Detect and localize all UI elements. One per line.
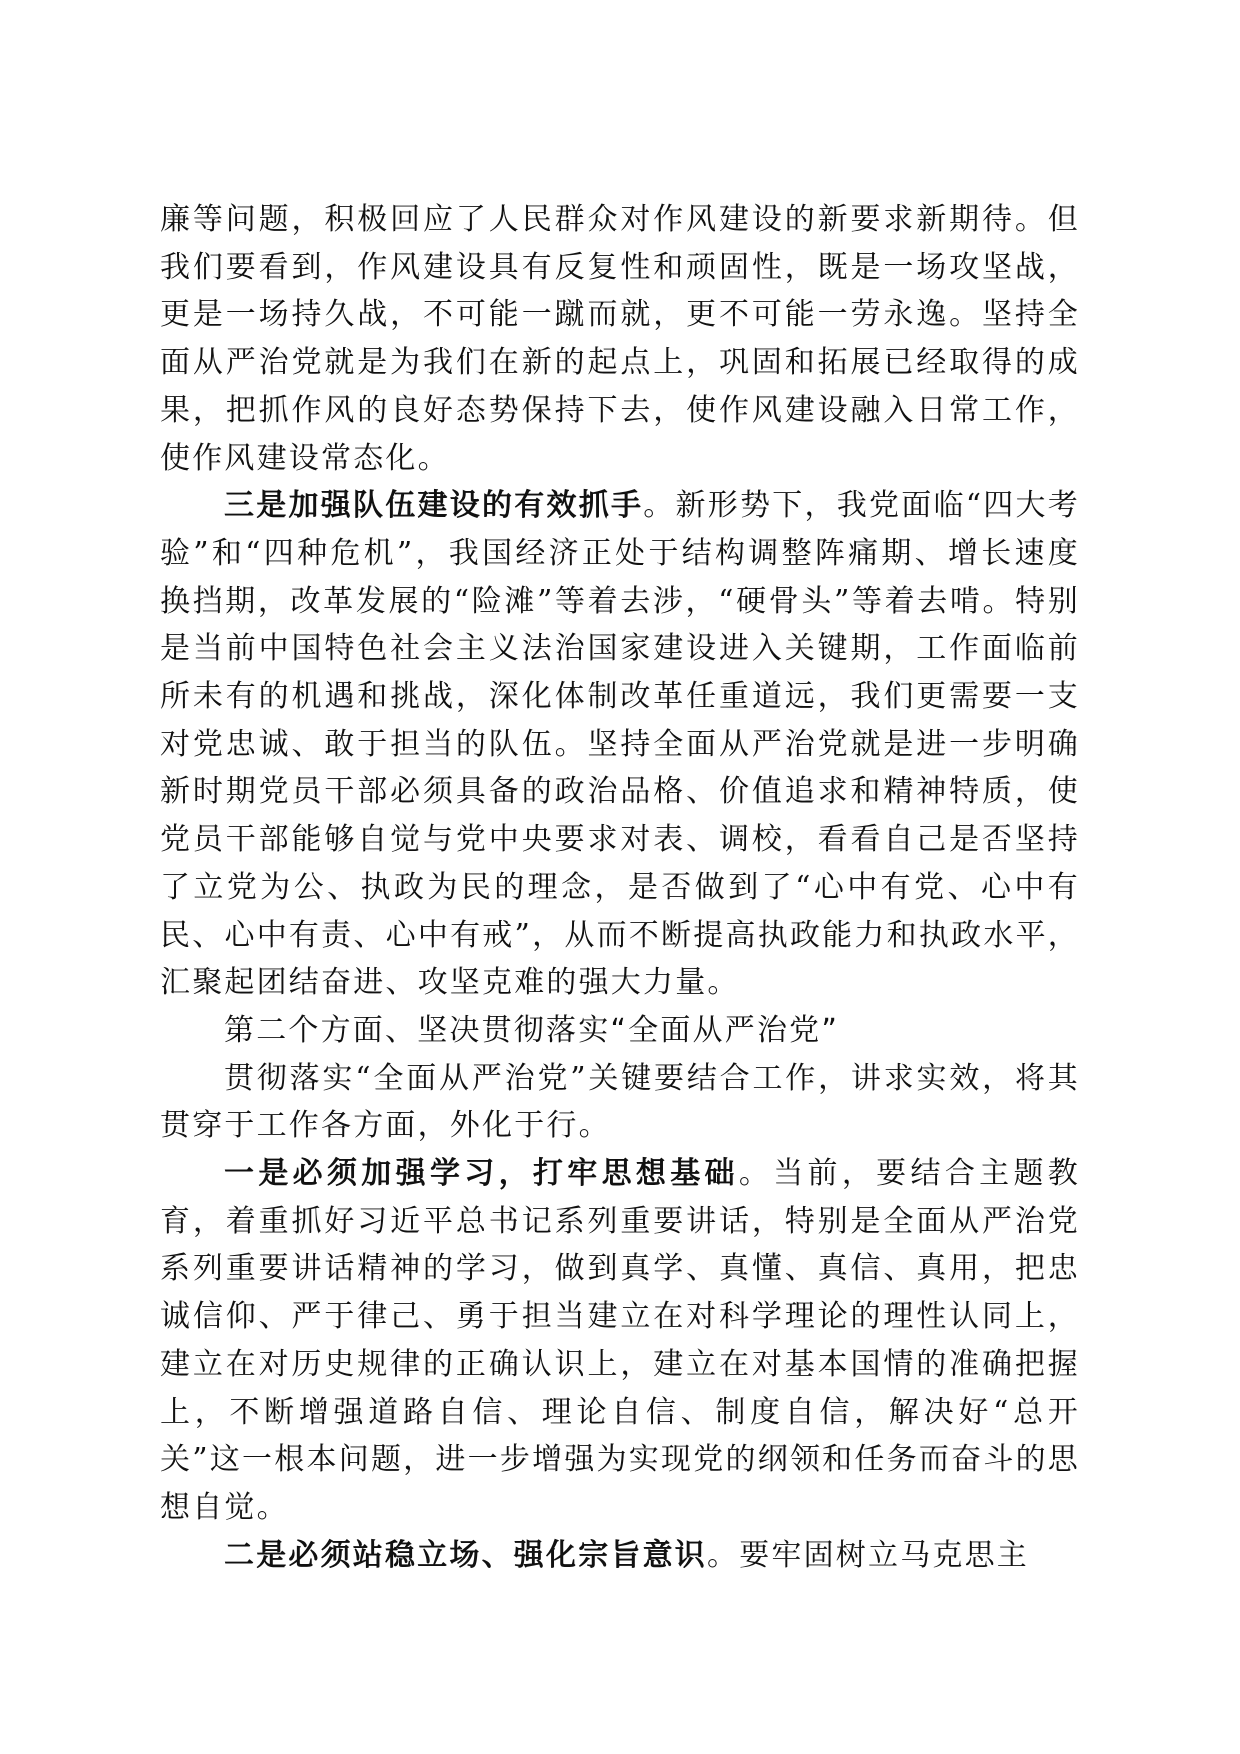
document-body (160, 196, 1080, 1579)
paragraph-text: 。新形势下，我党面临“四大考验”和“四种危机”，我国经济正处于结构调整阵痛期、增长速度换挡期，改革发展的“险滩”等着去涉，“硬骨头”等着去啃。特别是当前中国特色社会主义法治国家建设进入关键期，工作面临前所未有的机遇和挑战，深化体制改革任重道远，我们更需要一支对党忠诚、敢于担当的队伍。坚持全面从严治党就是进一步明确新时期党员干部必须具备的政治品格、价值追求和精神特质，使党员干部能够自觉与党中央要求对表、调校，看看自己是否坚持了立党为公、执政为民的理念，是否做到了“心中有党、心中有民、心中有责、心中有戒”，从而不断提高执政能力和执政水平，汇聚起团结奋进、攻坚克难的强大力量。 (160, 488, 1080, 1001)
paragraph-text: 贯彻落实“全面从严治党”关键要结合工作，讲求实效，将其贯穿于工作各方面，外化于行。 (160, 1060, 1080, 1144)
paragraph-lead-bold: 二是必须站稳立场、强化宗旨意识 (224, 1537, 707, 1573)
paragraph-stance (160, 1532, 1080, 1580)
paragraph-team-building (160, 482, 1080, 1007)
paragraph-lead-bold: 三是加强队伍建设的有效抓手 (224, 488, 644, 524)
paragraph-text: 。当前，要结合主题教育，着重抓好习近平总书记系列重要讲话，特别是全面从严治党系列重要讲话精神的学习，做到真学、真懂、真信、真用，把忠诚信仰、严于律己、勇于担当建立在对科学理论的理性认同上，建立在对历史规律的正确认识上，建立在对基本国情的准确把握上，不断增强道路自信、理论自信、制度自信，解决好“总开关”这一根本问题，进一步增强为实现党的纲领和任务而奋斗的思想自觉。 (160, 1156, 1080, 1525)
paragraph-section-intro (160, 1055, 1080, 1150)
paragraph-text: 。要牢固树立马克思主 (707, 1537, 1029, 1573)
paragraph-lead-bold: 一是必须加强学习，打牢思想基础 (224, 1156, 739, 1192)
section-heading: 第二个方面、坚决贯彻落实“全面从严治党” (224, 1012, 840, 1048)
paragraph-study (160, 1150, 1080, 1532)
paragraph-continuation (160, 196, 1080, 482)
paragraph-text: 廉等问题，积极回应了人民群众对作风建设的新要求新期待。但我们要看到，作风建设具有反复性和顽固性，既是一场攻坚战，更是一场持久战，不可能一蹴而就，更不可能一劳永逸。坚持全面从严治党就是为我们在新的起点上，巩固和拓展已经取得的成果，把抓作风的良好态势保持下去，使作风建设融入日常工作，使作风建设常态化。 (160, 202, 1080, 476)
